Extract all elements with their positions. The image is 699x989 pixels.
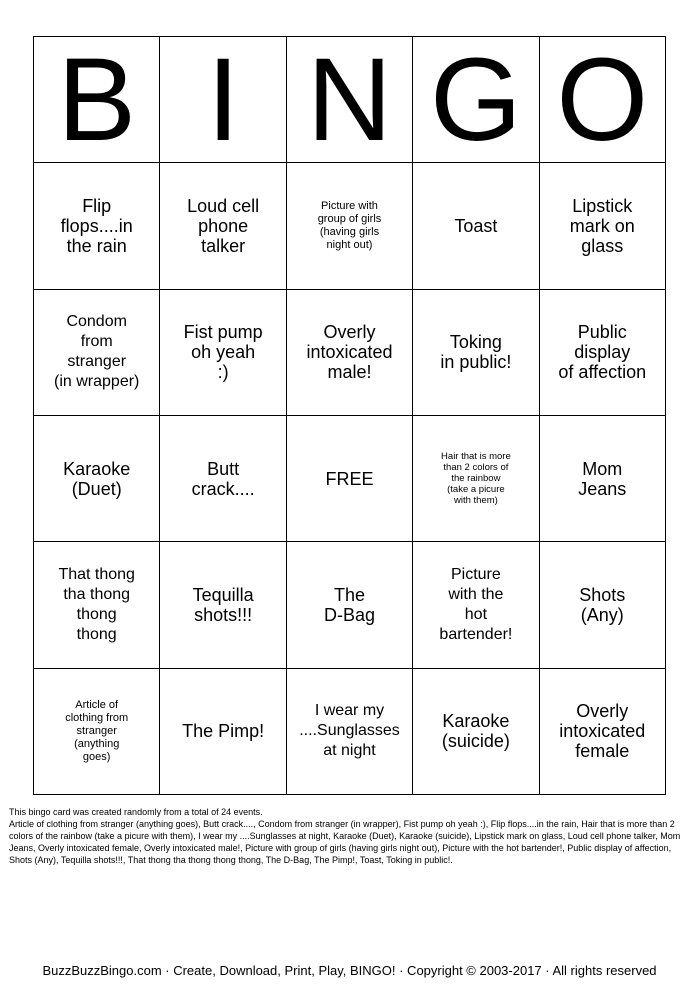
header-letter-b [34,37,160,163]
header-letter-text: N [306,37,393,164]
bingo-square [413,163,539,289]
square-text: Condom from stranger (in wrapper) [54,313,140,391]
square-text: Toast [454,215,498,236]
square-text: Public display of affection [558,322,647,383]
bingo-square [287,290,413,416]
header-letter-text: O [556,37,649,164]
bingo-square [413,669,539,795]
square-text: The D-Bag [323,584,375,625]
square-text: Overly intoxicated male! [306,322,393,383]
header-letter-n [287,37,413,163]
bingo-square [160,416,286,542]
bingo-square [34,163,160,289]
bingo-square [540,290,666,416]
bingo-square [34,542,160,668]
square-text: Picture with the hot bartender! [439,565,513,643]
square-text: Loud cell phone talker [187,195,260,256]
square-text: Shots (Any) [579,584,626,625]
header-letter-text: I [206,37,240,164]
bingo-square [540,669,666,795]
square-text: Tequilla shots!!! [192,584,254,625]
square-text: I wear my ....Sunglasses at night [299,702,400,760]
bingo-square [160,290,286,416]
square-text: Flip flops....in the rain [60,195,133,256]
header-letter-g [413,37,539,163]
square-text: FREE [325,468,374,489]
free-square [287,416,413,542]
square-text: That thong tha thong thong thong [58,565,135,643]
event-list-footnote [9,806,693,866]
bingo-square [287,542,413,668]
bingo-square [160,669,286,795]
square-text: Karaoke (Duet) [63,458,131,499]
square-text: Article of clothing from stranger (anything goes) [65,698,129,763]
bingo-square [413,542,539,668]
bingo-square [413,416,539,542]
bingo-square [34,669,160,795]
header-letter-text: G [429,37,522,164]
bingo-square [160,542,286,668]
square-text: Overly intoxicated female [559,701,646,762]
square-text: Mom Jeans [578,458,627,499]
square-text: Hair that is more than 2 colors of the rainbow (take a picure with them) [441,451,511,507]
square-text: Lipstick mark on glass [569,195,635,256]
copyright-footer: BuzzBuzzBingo.com · Create, Download, Print, Play, BINGO! · Copyright © 2003-2017 · All rights reserved [42,963,657,978]
square-text: Butt crack.... [191,458,255,499]
bingo-card [33,36,666,795]
header-letter-o [540,37,666,163]
bingo-square [34,416,160,542]
bingo-square [287,669,413,795]
square-text: Karaoke (suicide) [441,711,510,752]
footnote-event-list: Article of clothing from stranger (anything goes), Butt crack...., Condom from stranger (in wrapper), Fist pump oh yeah :), Flip flops....in the rain, Hair that is more than 2 colors of the rainbow (take a picure with them), I wear my ....Sunglasses at night, Karaoke (Duet), Karaoke (suicide), Lipstick mark on glass, Loud cell phone talker, Mom Jeans, Overly intoxicated female, Overly intoxicated male!, Picture with group of girls (having girls night out), Picture with the hot bartender!, Public display of affection, Shots (Any), Tequilla shots!!!, That thong tha thong thong thong, The D-Bag, The Pimp!, Toast, Toking in public!. [9,819,681,865]
bingo-square [287,163,413,289]
square-text: Fist pump oh yeah :) [183,322,263,383]
bingo-square [34,290,160,416]
bingo-square [160,163,286,289]
square-text: Picture with group of girls (having girls night out) [317,199,382,251]
bingo-square [540,542,666,668]
square-text: Toking in public! [440,332,512,373]
bingo-square [413,290,539,416]
square-text: The Pimp! [182,721,265,742]
bingo-square [540,416,666,542]
footnote-summary: This bingo card was created randomly from a total of 24 events. [9,807,263,817]
bingo-square [540,163,666,289]
header-letter-text: B [57,37,137,164]
header-letter-i [160,37,286,163]
